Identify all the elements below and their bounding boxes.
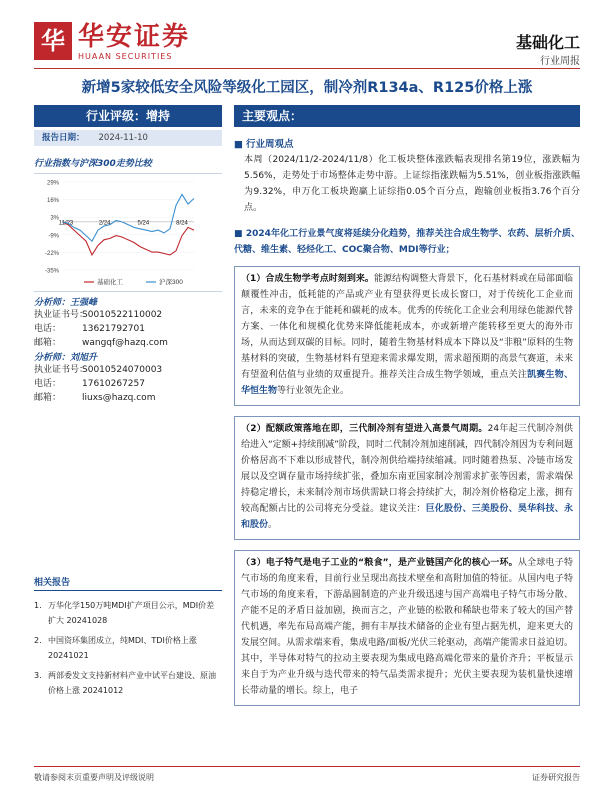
- logo-chinese-name: 华安证券: [78, 22, 191, 52]
- legend-label: 沪深300: [159, 279, 183, 286]
- square-bullet-icon: ■: [234, 139, 243, 150]
- synthetic-biology-tail: 等行业领先企业。: [277, 386, 350, 396]
- weekly-view-heading-text: 行业周观点: [245, 139, 294, 150]
- analyst-1-title: 分析师：王强峰: [34, 298, 98, 308]
- sector-name: 基础化工: [515, 33, 580, 52]
- square-bullet-icon: ■: [234, 229, 246, 239]
- outlook-text: 2024年化工行业景气度将延续分化趋势，推荐关注合成生物学、农药、层析介质、代糖、维生素、轻烃化工、COC聚合物、MDI等行业；: [234, 229, 580, 255]
- y-tick-label: -9%: [48, 233, 59, 240]
- email-value: wangqf@hazq.com: [82, 338, 168, 348]
- related-report-text: 中国资环集团成立，纯MDI、TDI价格上涨 20241021: [48, 636, 197, 660]
- report-date-value: 2024-11-10: [98, 133, 148, 143]
- industry-rating: 行业评级：增持: [34, 105, 222, 127]
- electronic-gas-body: 从全球电子特气市场的角度来看，目前行业呈现出高技术壁垒和高附加值的特征。从国内电子特气市场的角度来看，下游晶圆制造的产业升级迅速与国产高端电子特气市场分散、产能不足的矛盾日益加剧，换而言之，产业链的松散和稀缺也带来了较大的国产替代机遇，率先布局高端产能，拥有丰厚技术储备的企业有望占据先机，迎来更大的发展空间。从需求端来看，集成电路/面板/光伏三轮驱动，高端产能需求日益迫切。其中，半导体对特气的拉动主要表现为集成电路高端化带来的量价齐升；平板显示来自于为产业升级与迭代带来的特气品类需求提升；光伏主要表现为装机量快速增长带动量的增长。综上，电子: [241, 558, 573, 696]
- y-tick-label: 29%: [46, 180, 59, 187]
- footer-report-label: 证券研究报告: [532, 773, 580, 782]
- report-type: 行业周报: [540, 56, 580, 67]
- main-content: [234, 105, 580, 706]
- y-tick-label: 3%: [50, 215, 59, 222]
- chart-svg: [34, 174, 222, 292]
- analyst-1-phone: [34, 322, 222, 336]
- related-report-number: 2.: [34, 636, 42, 645]
- legend-label: 基础化工: [97, 279, 123, 286]
- report-date: [34, 130, 222, 146]
- x-tick-label: 8/24: [176, 220, 188, 227]
- phone-value: 13621792701: [82, 324, 145, 334]
- footer-disclaimer: 敬请参阅末页重要声明及评级说明: [34, 773, 154, 782]
- email-value: liuxs@hazq.com: [82, 393, 156, 403]
- refrigerant-box: [234, 416, 580, 540]
- synthetic-biology-text: [241, 271, 573, 399]
- y-tick-label: -35%: [44, 268, 59, 275]
- email-label: 邮箱：: [34, 338, 62, 348]
- related-report-text: 万华化学150万吨MDI扩产项目公示，MDI价差扩大 20241028: [48, 601, 215, 625]
- electronic-gas-box: [234, 550, 580, 706]
- email-label: 邮箱：: [34, 393, 62, 403]
- y-tick-label: 16%: [46, 198, 59, 205]
- chart-title: 行业指数与沪深300走势比较: [34, 159, 152, 169]
- related-reports-list: [34, 598, 222, 703]
- x-tick-label: 5/24: [137, 220, 150, 227]
- analyst-1-cert: [34, 308, 222, 322]
- cert-value: S0010524070003: [82, 365, 163, 375]
- related-report-number: 1.: [34, 601, 42, 610]
- outlook-paragraph: [234, 226, 580, 258]
- huaan-logo: [34, 22, 202, 62]
- footer-divider: [34, 766, 580, 767]
- related-report-item[interactable]: [34, 668, 222, 698]
- cert-label: 执业证书号：: [34, 310, 89, 320]
- synthetic-biology-heading: （1）合成生物学考点时刻到来。: [241, 274, 374, 284]
- series-line: [62, 222, 194, 255]
- analyst-block: [34, 291, 222, 405]
- logo-english-name: HUAAN SECURITIES: [78, 52, 173, 61]
- logo-seal: 华: [34, 22, 72, 60]
- analyst-2-email: [34, 391, 222, 405]
- refrigerant-highlight: 巨化股份、三美股份、昊华科技、永和股份: [241, 504, 573, 530]
- series-line: [62, 194, 194, 241]
- refrigerant-text: [241, 421, 573, 533]
- x-tick-label: 2/24: [98, 220, 111, 227]
- left-sidebar: [34, 105, 222, 405]
- report-headline: 新增5家较低安全风险等级化工园区，制冷剂R134a、R125价格上涨: [81, 80, 533, 96]
- electronic-gas-heading: （3）电子特气是电子工业的“粮食”，是产业链国产化的核心一环。: [241, 558, 518, 568]
- header-divider: [34, 68, 580, 69]
- related-divider: [34, 590, 222, 591]
- electronic-gas-text: [241, 555, 573, 699]
- refrigerant-heading: （2）配额政策落地在即，三代制冷剂有望进入高景气周期。: [241, 424, 488, 434]
- analyst-2-cert: [34, 363, 222, 377]
- phone-value: 17610267257: [82, 379, 145, 389]
- cert-value: S0010522110002: [82, 310, 163, 320]
- weekly-view-heading: [234, 136, 580, 150]
- refrigerant-body: 24年起三代制冷剂供给进入“定额+持续削减”阶段，同时二代制冷剂加速削减，四代制冷剂因为专利问题价格居高不下难以形成替代，制冷剂供给端持续缩减。同时随着热泵、冷链市场发展以及空调存量市场持续扩张，叠加东南亚国家制冷剂需求扩张等因素，需求端保持稳定增长，未来制冷剂市场供需缺口将会持续扩大，制冷剂价格稳定上涨，拥有较高配额占比的公司将充分受益。建议关注：: [241, 424, 574, 514]
- related-reports-title: 相关报告: [34, 578, 71, 588]
- phone-label: 电话：: [34, 324, 62, 334]
- related-report-item[interactable]: [34, 633, 222, 663]
- refrigerant-tail: 。: [268, 520, 278, 530]
- related-report-text: 两部委发文支持新材料产业中试平台建设、原油价格上涨 20241012: [48, 671, 216, 695]
- page-header: [0, 0, 600, 68]
- synthetic-biology-body: 能源结构调整大背景下，化石基材料或在局部面临颠覆性冲击，低耗能的产品或产业有望获得更长成长窗口，对于传统化工企业而言，未来的竞争在于能耗和碳耗的成本。优秀的传统化工企业会利用绿色能源代替方案、一体化和规模化优势来降低能耗成本，亦或新增产能转移至更大的海外市场，从而达到双碳的目标。同时，随着生物基材料成本下降以及“非粮”原料的生物基材料的突破，生物基材料有望迎来需求爆发期，需求超预期的高景气赛道，未来有望盈利估值与业绩的双重提升。推荐关注合成生物学领域，重点关注: [241, 274, 573, 380]
- report-date-label: 报告日期：: [42, 133, 85, 143]
- analyst-1-email: [34, 336, 222, 350]
- analyst-2-title: 分析师：刘旭升: [34, 353, 98, 363]
- cert-label: 执业证书号：: [34, 365, 89, 375]
- synthetic-biology-box: [234, 266, 580, 406]
- x-tick-label: 11/23: [58, 220, 74, 227]
- related-report-item[interactable]: [34, 598, 222, 628]
- analyst-2-phone: [34, 377, 222, 391]
- weekly-view-text: 本周（2024/11/2-2024/11/8）化工板块整体涨跌幅表现排名第19位，涨跌幅为5.56%，走势处于市场整体走势中游。上证综指涨跌幅为5.51%，创业板指涨跌幅为9.32%，申万化工板块跑赢上证综指0.05个百分点，跑输创业板指3.76个百分点。: [244, 155, 580, 213]
- y-tick-label: -22%: [44, 250, 59, 257]
- related-report-number: 3.: [34, 671, 42, 680]
- synthetic-biology-highlight: 凯赛生物、华恒生物: [241, 370, 573, 396]
- index-comparison-chart: [34, 173, 222, 291]
- phone-label: 电话：: [34, 379, 62, 389]
- main-views-title: 主要观点：: [234, 105, 580, 127]
